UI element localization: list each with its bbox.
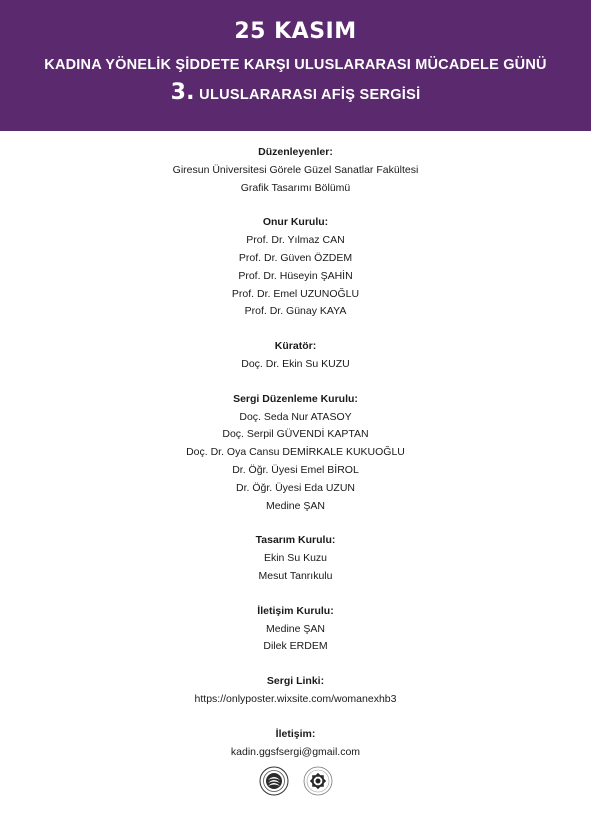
- section-communication-committee: [0, 603, 591, 656]
- section-line: Doç. Dr. Ekin Su KUZU: [241, 357, 350, 370]
- section-line: Doç. Seda Nur ATASOY: [239, 410, 352, 423]
- section-heading: Küratör:: [274, 340, 317, 353]
- section-organizers: [0, 144, 591, 197]
- event-date: 25 KASIM: [234, 19, 357, 44]
- section-heading: Tasarım Kurulu:: [255, 534, 336, 547]
- section-organizing-committee: [0, 391, 591, 516]
- faculty-emblem-icon: [303, 766, 333, 796]
- section-line: Doç. Dr. Oya Cansu DEMİRKALE KUKUOĞLU: [186, 446, 405, 459]
- section-line: Grafik Tasarımı Bölümü: [240, 181, 351, 194]
- section-line: Prof. Dr. Hüseyin ŞAHİN: [238, 269, 353, 282]
- section-line: Giresun Üniversitesi Görele Güzel Sanatlar Fakültesi: [172, 163, 419, 176]
- section-line: Dr. Öğr. Üyesi Eda UZUN: [235, 481, 356, 494]
- section-heading: İletişim:: [275, 727, 316, 740]
- section-line: Ekin Su Kuzu: [263, 552, 328, 565]
- exhibition-title: [0, 80, 591, 105]
- section-line: Doç. Serpil GÜVENDİ KAPTAN: [222, 428, 369, 441]
- section-design-committee: [0, 532, 591, 585]
- section-exhibition-link: [0, 673, 591, 709]
- section-line: Medine ŞAN: [266, 622, 325, 635]
- section-heading: Düzenleyenler:: [258, 146, 333, 158]
- event-title: KADINA YÖNELİK ŞİDDETE KARŞI ULUSLARARASI MÜCADELE GÜNÜ: [44, 57, 547, 73]
- exhibition-number: 3.: [170, 80, 195, 105]
- exhibition-name: ULUSLARARASI AFİŞ SERGİSİ: [199, 87, 421, 103]
- section-contact: [0, 726, 591, 762]
- logo-row: [0, 766, 591, 796]
- section-curator: [0, 338, 591, 374]
- credits-list: [0, 144, 591, 778]
- section-line: Medine ŞAN: [266, 499, 325, 512]
- section-line: Prof. Dr. Yılmaz CAN: [246, 234, 345, 247]
- header-banner: [0, 0, 591, 131]
- exhibition-link[interactable]: https://onlyposter.wixsite.com/womanexhb3: [194, 692, 397, 705]
- section-line: Prof. Dr. Emel UZUNOĞLU: [231, 287, 360, 300]
- section-line: Prof. Dr. Güven ÖZDEM: [238, 251, 353, 264]
- section-line: Prof. Dr. Günay KAYA: [244, 305, 347, 318]
- section-line: Dilek ERDEM: [263, 640, 328, 653]
- university-seal-icon: [259, 766, 289, 796]
- section-heading: Sergi Düzenleme Kurulu:: [233, 392, 358, 405]
- section-heading: İletişim Kurulu:: [257, 604, 334, 617]
- section-heading: Sergi Linki:: [266, 675, 325, 688]
- section-line: Mesut Tanrıkulu: [258, 569, 333, 582]
- section-heading: Onur Kurulu:: [262, 216, 329, 229]
- contact-email[interactable]: kadin.ggsfsergi@gmail.com: [230, 745, 361, 758]
- section-line: Dr. Öğr. Üyesi Emel BİROL: [232, 463, 359, 476]
- section-honor-board: [0, 214, 591, 321]
